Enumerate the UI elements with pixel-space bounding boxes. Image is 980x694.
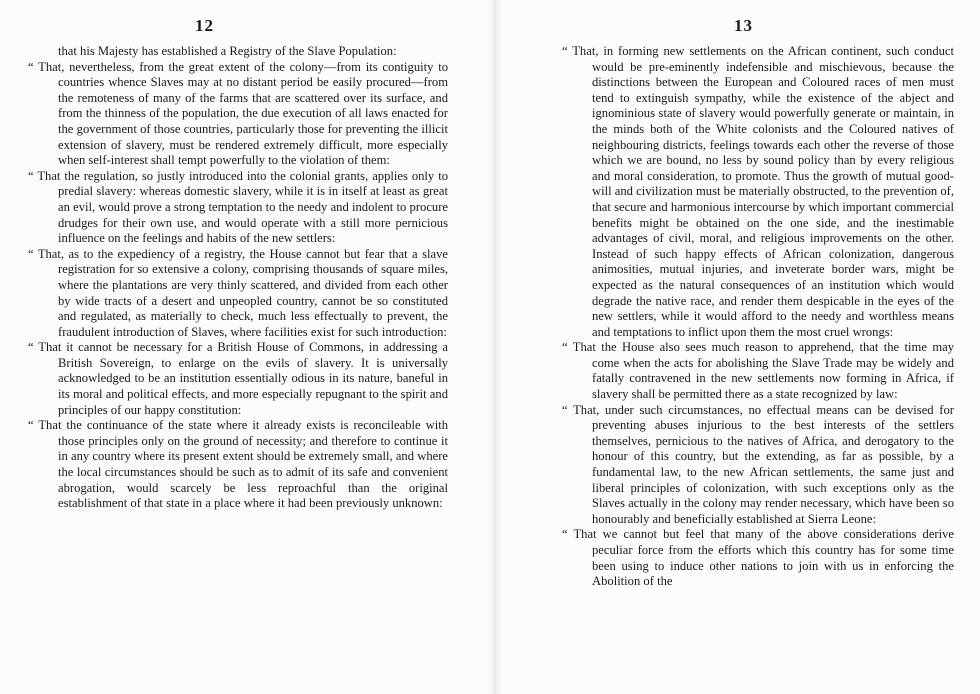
- right-page-body: [562, 44, 954, 590]
- paragraph: “ That the regulation, so justly introduced into the colonial grants, applies only to predial slavery: whereas domestic slavery, while it is in itself at least as great an evil, would prove a strong temptation to the needy and indolent to procure drudges for their own use, and would operate with a still more pernicious influence on the feelings and habits of the new settlers:: [28, 168, 448, 246]
- left-page-body: [28, 44, 448, 512]
- paragraph: “ That it cannot be necessary for a British House of Commons, in addressing a British Sovereign, to enlarge on the evils of slavery. It is universally acknowledged to be an institution essentially odious in its nature, baneful in its moral and political effects, and more especially repugnant to the spirit and principles of our happy constitution:: [28, 340, 448, 417]
- left-page: [0, 0, 488, 694]
- book-gutter: [488, 0, 502, 694]
- paragraph: “ That the House also sees much reason to apprehend, that the time may come when the acts for abolishing the Slave Trade may be widely and fatally contravened in the new settlements now forming in Africa, if slavery shall be permitted there as a state recognized by law:: [562, 340, 954, 402]
- paragraph: “ That, nevertheless, from the great extent of the colony—from its contiguity to countries whence Slaves may at no distant period be easily procured—from the remoteness of many of the farms that are scattered over its surface, and from the thinness of the population, the due execution of all laws enacted for the government of those countries, particularly those for preventing the illicit extension of slavery, must be rendered extremely difficult, more especially when self-interest shall tempt powerfully to the violation of them:: [28, 59, 448, 168]
- right-page-number: 13: [734, 16, 753, 35]
- right-page: [502, 0, 980, 694]
- paragraph: “ That we cannot but feel that many of the above considerations derive peculiar force from the efforts which this country has for some time been using to induce other nations to join with us in enforcing the Abolition of the: [562, 527, 954, 589]
- paragraph: “ That, under such circumstances, no effectual means can be devised for preventing abuses injurious to the best interests of the settlers themselves, pernicious to the natives of Africa, and derogatory to the honour of this country, but the extending, as far as possible, by a fundamental law, to the new African settlements, the same just and liberal principles of colonization, with such exceptions only as the Slaves actually in the colony may render necessary, which have been so honourably and beneficially established at Sierra Leone:: [562, 402, 954, 526]
- paragraph: “ That, in forming new settlements on the African continent, such conduct would be pre-eminently indefensible and mischievous, because the distinctions between the European and Coloured races of men must tend to extinguish sympathy, while the existence of the abject and ignominious state of slavery would powerfully generate or maintain, in the minds both of the White colonists and the Coloured natives of neighbouring districts, feelings towards each other the reverse of those which we are bound, no less by sound policy than by every religious and moral consideration, to promote. Thus the growth of mutual good-will and civilization must be materially obstructed, to the prevention of, that secure and harmonious intercourse by which important commercial benefits might be obtained on the one side, and the inestimable advantages of civil, moral, and religious improvements on the other. Instead of such happy effects of African colonization, dangerous animosities, mutual injuries, and inveterate border wars, might be expected as the natural consequences of an institution which would degrade the native race, and render them despicable in the eyes of the new settlers, while it would afford to the needy and worthless means and temptations to inflict upon them the most cruel wrongs:: [562, 44, 954, 339]
- paragraph: “ That the continuance of the state where it already exists is reconcileable with those principles only on the ground of necessity; and therefore to continue it in any country where its present extent should be extremely small, and where the local circumstances should be such as to admit of its safe and convenient abrogation, would scarcely be less reproachful than the original establishment of that state in a place where it had been previously unknown:: [28, 418, 448, 511]
- paragraph: “ That, as to the expediency of a registry, the House cannot but fear that a slave registration for so extensive a colony, comprising thousands of square miles, where the plantations are very thinly scattered, and divided from each other by wide tracts of a desert and unpeopled country, cannot be so constituted and regulated, as materially to check, much less effectually to prevent, the fraudulent introduction of Slaves, where facilities exist for such introduction:: [28, 246, 448, 339]
- left-page-number: 12: [195, 16, 214, 35]
- paragraph: that his Majesty has established a Registry of the Slave Population:: [58, 44, 397, 58]
